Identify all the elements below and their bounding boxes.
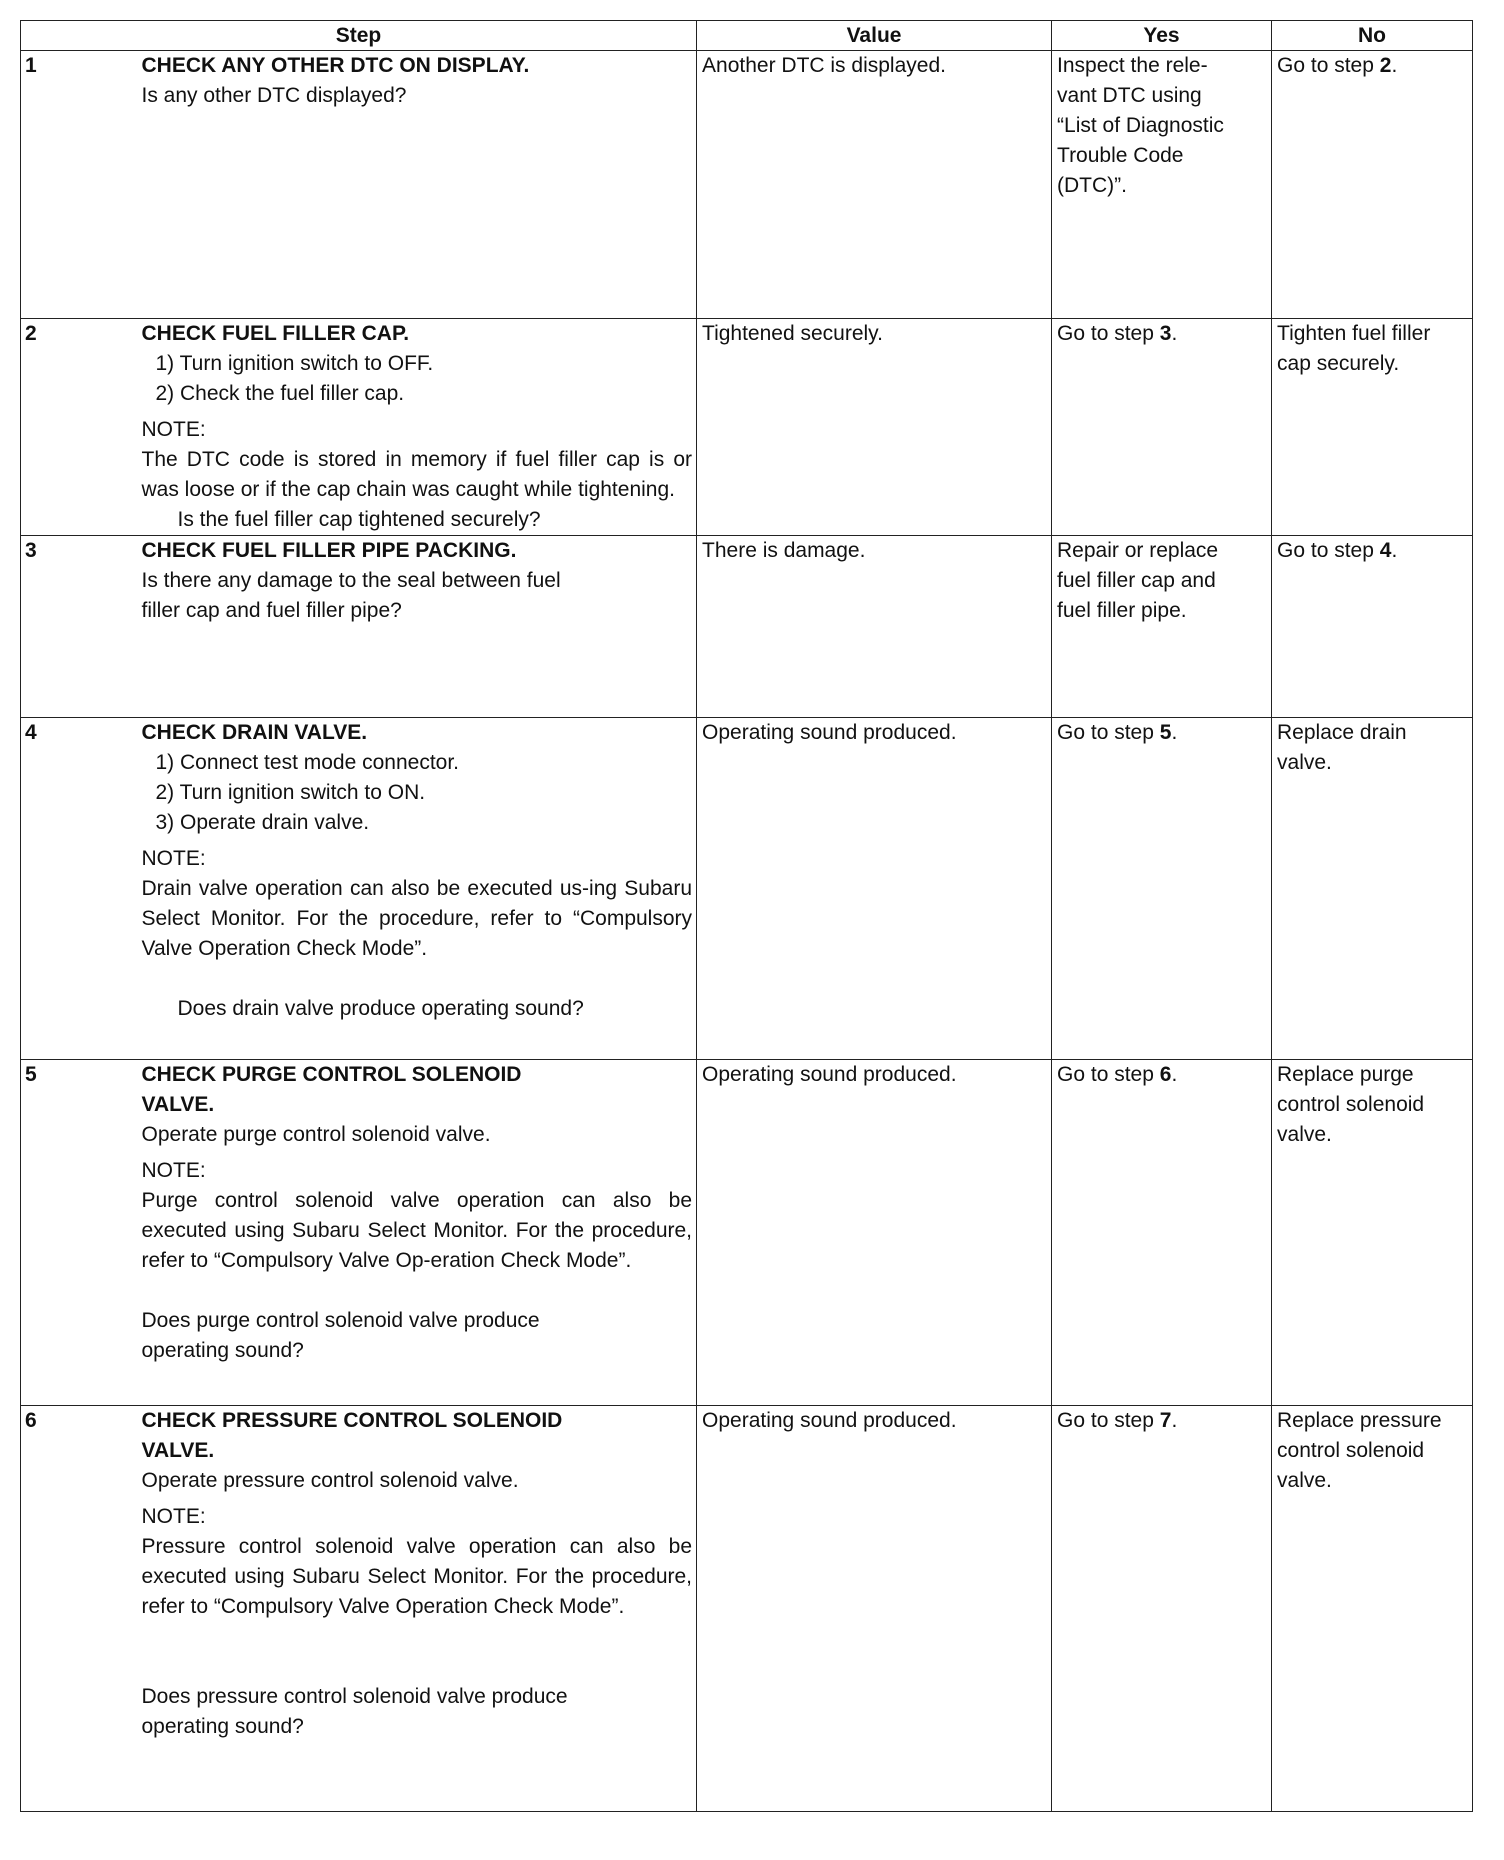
note-text: Drain valve operation can also be executed us-ing Subaru Select Monitor. For the procedure, refer to “Compulsory Valve Operation Check Mode”.: [141, 877, 693, 960]
header-no: No: [1272, 21, 1473, 51]
header-yes: Yes: [1052, 21, 1272, 51]
step-title: CHECK FUEL FILLER CAP.: [141, 322, 410, 345]
step-item: 2) Turn ignition switch to ON.: [155, 781, 426, 804]
no-cell: Replace drain valve.: [1277, 721, 1407, 774]
yes-cell-suffix: .: [1171, 721, 1178, 744]
step-title: CHECK FUEL FILLER PIPE PACKING.: [141, 539, 517, 562]
yes-cell-prefix: Go to step: [1057, 1409, 1160, 1432]
no-cell: Replace pressure control solenoid valve.: [1277, 1409, 1442, 1492]
step-number: 4: [25, 721, 37, 744]
no-cell-prefix: Go to step: [1277, 539, 1380, 562]
note-text: The DTC code is stored in memory if fuel filler cap is or was loose or if the cap chain was caught while tightening.: [141, 448, 693, 501]
yes-cell-step: 6: [1159, 1063, 1172, 1086]
step-question: Is there any damage to the seal between fuel filler cap and fuel filler pipe?: [141, 569, 561, 622]
no-cell-prefix: Go to step: [1277, 54, 1380, 77]
yes-cell-step: 3: [1159, 322, 1172, 345]
step-question: Does purge control solenoid valve produce operating sound?: [141, 1309, 540, 1362]
value-cell: Operating sound produced.: [702, 1409, 957, 1432]
value-cell: Operating sound produced.: [702, 1063, 957, 1086]
yes-cell: [1052, 718, 1271, 748]
step-title: CHECK PRESSURE CONTROL SOLENOID VALVE.: [141, 1409, 563, 1462]
step-number: 1: [25, 54, 37, 77]
step-title: CHECK ANY OTHER DTC ON DISPLAY.: [141, 54, 530, 77]
no-cell-step: 4: [1379, 539, 1392, 562]
table-row: [21, 536, 1473, 718]
step-item: 1) Turn ignition switch to OFF.: [155, 352, 434, 375]
table-row: [21, 1406, 1473, 1812]
yes-cell-suffix: .: [1171, 1409, 1178, 1432]
step-question: Is any other DTC displayed?: [141, 84, 407, 107]
value-cell: Tightened securely.: [702, 322, 883, 345]
step-item: 3) Operate drain valve.: [155, 811, 370, 834]
table-row: [21, 319, 1473, 536]
no-cell-suffix: .: [1391, 54, 1398, 77]
step-number: 5: [25, 1063, 37, 1086]
step-title: CHECK PURGE CONTROL SOLENOID VALVE.: [141, 1063, 522, 1116]
header-step: Step: [21, 21, 697, 51]
yes-cell: Repair or replace fuel filler cap and fuel filler pipe.: [1057, 539, 1219, 622]
yes-cell-prefix: Go to step: [1057, 322, 1160, 345]
step-question: Is the fuel filler cap tightened securely?: [177, 508, 541, 531]
table-row: [21, 1060, 1473, 1406]
note-label: NOTE:: [141, 1159, 206, 1182]
table-row: [21, 718, 1473, 1060]
note-label: NOTE:: [141, 847, 206, 870]
yes-cell: Inspect the rele- vant DTC using “List of Diagnostic Trouble Code (DTC)”.: [1057, 54, 1224, 197]
note-label: NOTE:: [141, 418, 206, 441]
step-question: Does drain valve produce operating sound?: [177, 997, 584, 1020]
diagnostic-procedure-table: [20, 20, 1473, 1812]
no-cell: [1272, 536, 1472, 566]
step-item: 1) Connect test mode connector.: [155, 751, 460, 774]
yes-cell: [1052, 319, 1271, 349]
no-cell-step: 2: [1379, 54, 1392, 77]
yes-cell: [1052, 1060, 1271, 1090]
yes-cell-suffix: .: [1171, 322, 1178, 345]
yes-cell: [1052, 1406, 1271, 1436]
no-cell-suffix: .: [1391, 539, 1398, 562]
value-cell: Operating sound produced.: [702, 721, 957, 744]
yes-cell-step: 7: [1159, 1409, 1172, 1432]
note-text: Purge control solenoid valve operation can also be executed using Subaru Select Monitor. For the procedure, refer to “Compulsory Valve Op-eration Check Mode”.: [141, 1189, 693, 1272]
no-cell: Tighten fuel filler cap securely.: [1277, 322, 1431, 375]
step-action: Operate purge control solenoid valve.: [141, 1123, 491, 1146]
step-item: 2) Check the fuel filler cap.: [155, 382, 405, 405]
step-number: 3: [25, 539, 37, 562]
note-label: NOTE:: [141, 1505, 206, 1528]
step-title: CHECK DRAIN VALVE.: [141, 721, 368, 744]
header-value: Value: [697, 21, 1052, 51]
note-text: Pressure control solenoid valve operation can also be executed using Subaru Select Monitor. For the procedure, refer to “Compulsory Valve Operation Check Mode”.: [141, 1535, 693, 1618]
step-number: 2: [25, 322, 37, 345]
value-cell: There is damage.: [702, 539, 866, 562]
yes-cell-prefix: Go to step: [1057, 721, 1160, 744]
step-action: Operate pressure control solenoid valve.: [141, 1469, 519, 1492]
yes-cell-step: 5: [1159, 721, 1172, 744]
yes-cell-prefix: Go to step: [1057, 1063, 1160, 1086]
no-cell: Replace purge control solenoid valve.: [1277, 1063, 1425, 1146]
step-question: Does pressure control solenoid valve produce operating sound?: [141, 1685, 568, 1738]
yes-cell-suffix: .: [1171, 1063, 1178, 1086]
table-header-row: [21, 21, 1473, 51]
step-number: 6: [25, 1409, 37, 1432]
no-cell: [1272, 51, 1472, 81]
value-cell: Another DTC is displayed.: [702, 54, 946, 77]
table-row: [21, 51, 1473, 319]
